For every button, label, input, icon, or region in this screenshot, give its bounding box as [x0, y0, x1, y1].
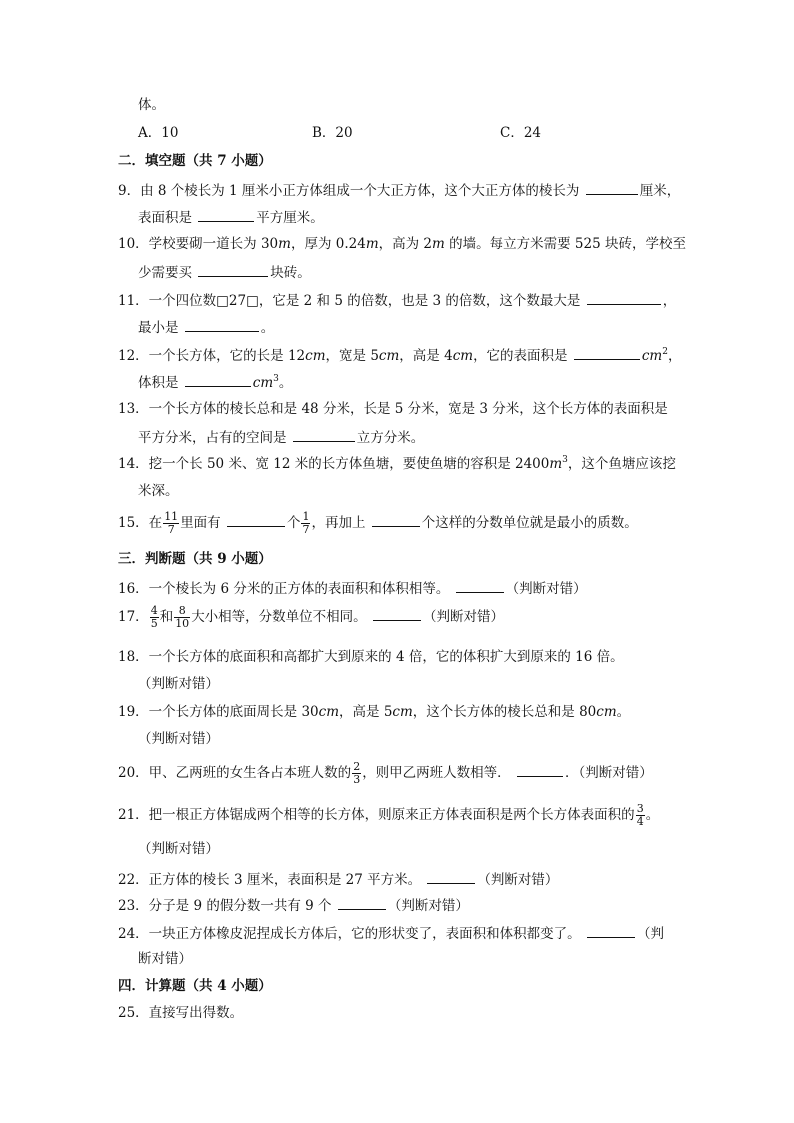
- question-14-line1: [118, 455, 676, 473]
- question-11-line2: [138, 317, 274, 337]
- q14-text-a: 14．挖一个长 50 米、宽 12 米的长方体鱼塘，要使鱼塘的容积是 2400: [118, 456, 550, 472]
- q19-text-c: ，这个长方体的棱长总和是 80: [412, 704, 597, 720]
- q22-text-a: 22．正方体的棱长 3 厘米，表面积是 27 平方米。: [118, 872, 422, 888]
- q15-blank-1: [227, 512, 285, 527]
- q9-text-a: 9．由 8 个棱长为 1 厘米小正方体组成一个大正方体，这个大正方体的棱长为: [118, 183, 580, 199]
- q17-text-d: （判断对错）: [422, 609, 504, 625]
- q10-text-e: 少需要买: [138, 265, 192, 281]
- q17-f2-num: 8: [174, 605, 190, 618]
- question-17: [118, 600, 504, 634]
- question-9-line1: [118, 180, 680, 200]
- q12-unit-2: cm: [378, 348, 400, 364]
- q8-option-b: B．20: [312, 125, 353, 141]
- q12-text-a: 12．一个长方体，它的长是 12: [118, 348, 306, 364]
- q13-text-b: 立方分米。: [356, 430, 425, 446]
- q10-unit-1: m: [278, 236, 291, 252]
- q12-unit-4: cm: [641, 348, 663, 364]
- question-13-line2: [138, 427, 424, 447]
- q12-text-d: ，它的表面积是: [473, 348, 568, 364]
- question-21-line2: （判断对错）: [138, 841, 219, 857]
- q16-text-a: 16．一个棱长为 6 分米的正方体的表面积和体积相等。: [118, 581, 450, 597]
- q21-fraction: [636, 803, 645, 828]
- q17-f2-den: 10: [175, 617, 190, 630]
- q19-text-d: 。: [616, 704, 631, 720]
- q8-option-c: C．24: [500, 125, 542, 141]
- question-15: [118, 508, 638, 538]
- q20-text-b: ，则甲乙两班人数相等．: [362, 765, 511, 781]
- question-18-line1: 18．一个长方体的底面积和高都扩大到原来的 4 倍，它的体积扩大到原来的 16 倍。: [118, 649, 624, 665]
- q12-unit-1: cm: [305, 348, 326, 364]
- q12-unit-5: cm: [252, 375, 274, 391]
- q19-text-b: ，高是 5: [339, 704, 393, 720]
- question-10-line2: [138, 262, 311, 282]
- q12-unit-3: cm: [452, 348, 474, 364]
- q20-text-a: 20．甲、乙两班的女生各占本班人数的: [118, 765, 352, 781]
- q10-blank: [198, 262, 268, 277]
- q11-text-c: 最小是: [138, 320, 179, 336]
- q15-blank-2: [372, 512, 420, 527]
- question-10-line1: [118, 235, 686, 253]
- q15-f1-den: 7: [167, 523, 175, 536]
- question-16: [118, 578, 587, 598]
- question-14-line2: 米深。: [138, 483, 179, 499]
- q12-blank-1: [574, 345, 640, 360]
- q16-text-b: （判断对错）: [505, 581, 587, 597]
- q11-blank-1: [587, 290, 661, 305]
- q24-text-b: （判: [636, 926, 664, 942]
- q12-text-g: 。: [278, 375, 293, 391]
- q17-f1-den: 5: [150, 617, 158, 630]
- question-9-line2: [138, 207, 324, 227]
- q9-blank-1: [586, 180, 638, 195]
- q15-text-b: 里面有: [180, 515, 221, 531]
- q15-f2-num: 1: [302, 510, 310, 523]
- q14-unit: m: [549, 456, 563, 472]
- q17-f1-num: 4: [150, 604, 158, 617]
- q15-text-d: ，再加上: [311, 515, 366, 531]
- q9-blank-2: [198, 207, 254, 222]
- q24-text-a: 24．一块正方体橡皮泥捏成长方体后，它的形状变了，表面积和体积都变了。: [118, 926, 581, 942]
- q15-f1-num: 11: [164, 510, 179, 523]
- q12-sup-3: 3: [273, 374, 279, 384]
- q10-text-c: ，高为 2: [378, 236, 433, 252]
- q11-text-b: ，: [662, 293, 677, 309]
- q20-f-num: 2: [353, 760, 361, 773]
- q15-text-e: 个这样的分数单位就是最小的质数。: [421, 515, 638, 531]
- q20-fraction: [352, 761, 361, 786]
- question-25: 25．直接写出得数。: [118, 1005, 244, 1021]
- q11-text-a: 11．一个四位数□27□，它是 2 和 5 的倍数，也是 3 的倍数，这个数最大是: [118, 293, 581, 309]
- q22-text-b: （判断对错）: [477, 872, 559, 888]
- q15-text-c: 个: [286, 515, 301, 531]
- q8-tail: 体。: [138, 97, 165, 113]
- q21-f-den: 4: [636, 815, 644, 828]
- q19-unit-1: cm: [318, 704, 340, 720]
- q17-text-c: 大小相等，分数单位不相同。: [191, 609, 367, 625]
- q16-blank: [456, 578, 504, 593]
- q15-f2-den: 7: [302, 523, 310, 536]
- q20-f-den: 3: [353, 773, 361, 786]
- q10-text-b: ，厚为 0.24: [290, 236, 366, 252]
- q17-fraction-1: [150, 605, 159, 630]
- q12-text-b: ，宽是 5: [325, 348, 379, 364]
- question-12-line1: [118, 345, 681, 365]
- q17-blank: [373, 606, 421, 621]
- question-22: [118, 869, 558, 889]
- q15-text-a: 15．在: [118, 515, 163, 531]
- question-13-line1: 13．一个长方体的棱长总和是 48 分米，长是 5 分米，宽是 3 分米，这个长方体的表面积是: [118, 401, 668, 417]
- question-23: [118, 895, 469, 915]
- question-12-line2: [138, 372, 292, 392]
- q11-blank-2: [185, 317, 259, 332]
- q11-text-d: 。: [260, 320, 275, 336]
- section-calculation-heading: 四．计算题（共 4 小题）: [118, 978, 272, 994]
- question-18-line2: （判断对错）: [138, 676, 219, 692]
- question-21-line1: [118, 798, 659, 832]
- q10-text-f: 块砖。: [270, 265, 311, 281]
- q21-text-a: 21．把一根正方体锯成两个相等的长方体，则原来正方体表面积是两个长方体表面积的: [118, 807, 635, 823]
- q10-text-a: 10．学校要砌一道长为 30: [118, 236, 279, 252]
- question-24-line1: [118, 923, 664, 943]
- q19-unit-3: cm: [596, 704, 617, 720]
- q12-text-c: ，高是 4: [399, 348, 453, 364]
- section-true-false-heading: 三．判断题（共 9 小题）: [118, 551, 272, 567]
- question-11-line1: [118, 290, 676, 310]
- q9-text-d: 平方厘米。: [256, 210, 324, 226]
- q17-fraction-2: [174, 605, 190, 630]
- q9-text-b: 厘米，: [639, 183, 681, 199]
- q20-text-c: ．（判断对错）: [564, 765, 653, 781]
- q10-text-d: 的墙。每立方米需要 525 块砖，学校至: [444, 236, 686, 252]
- q14-sup: 3: [562, 455, 568, 465]
- q17-text-a: 17．: [118, 609, 149, 625]
- q23-text-b: （判断对错）: [387, 898, 469, 914]
- q23-text-a: 23．分子是 9 的假分数一共有 9 个: [118, 898, 332, 914]
- q12-blank-2: [185, 372, 251, 387]
- q19-text-a: 19．一个长方体的底面周长是 30: [118, 704, 319, 720]
- q15-fraction-1: [163, 511, 179, 536]
- question-19-line1: [118, 703, 630, 721]
- q9-text-c: 表面积是: [138, 210, 192, 226]
- q8-option-a: A．10: [138, 125, 179, 141]
- q21-text-b: 。: [645, 807, 660, 823]
- q12-sup-2: 2: [662, 347, 668, 357]
- q10-unit-3: m: [432, 236, 445, 252]
- q10-unit-2: m: [365, 236, 379, 252]
- question-20: [118, 756, 653, 790]
- question-19-line2: （判断对错）: [138, 731, 219, 747]
- q12-text-e: ，: [667, 348, 682, 364]
- q15-fraction-2: [301, 511, 310, 536]
- q13-blank-2: [293, 427, 355, 442]
- q13-text-a: 平方分米，占有的空间是: [138, 430, 287, 446]
- q24-blank: [587, 923, 635, 938]
- q21-f-num: 3: [636, 802, 644, 815]
- q12-text-f: 体积是: [138, 375, 179, 391]
- question-24-line2: 断对错）: [138, 951, 192, 967]
- q20-blank: [517, 762, 563, 777]
- q19-unit-2: cm: [392, 704, 413, 720]
- q14-text-b: ，这个鱼塘应该挖: [567, 456, 676, 472]
- section-fill-in-heading: 二．填空题（共 7 小题）: [118, 153, 272, 169]
- q22-blank: [427, 869, 475, 884]
- q17-text-b: 和: [159, 609, 174, 625]
- q23-blank: [338, 895, 386, 910]
